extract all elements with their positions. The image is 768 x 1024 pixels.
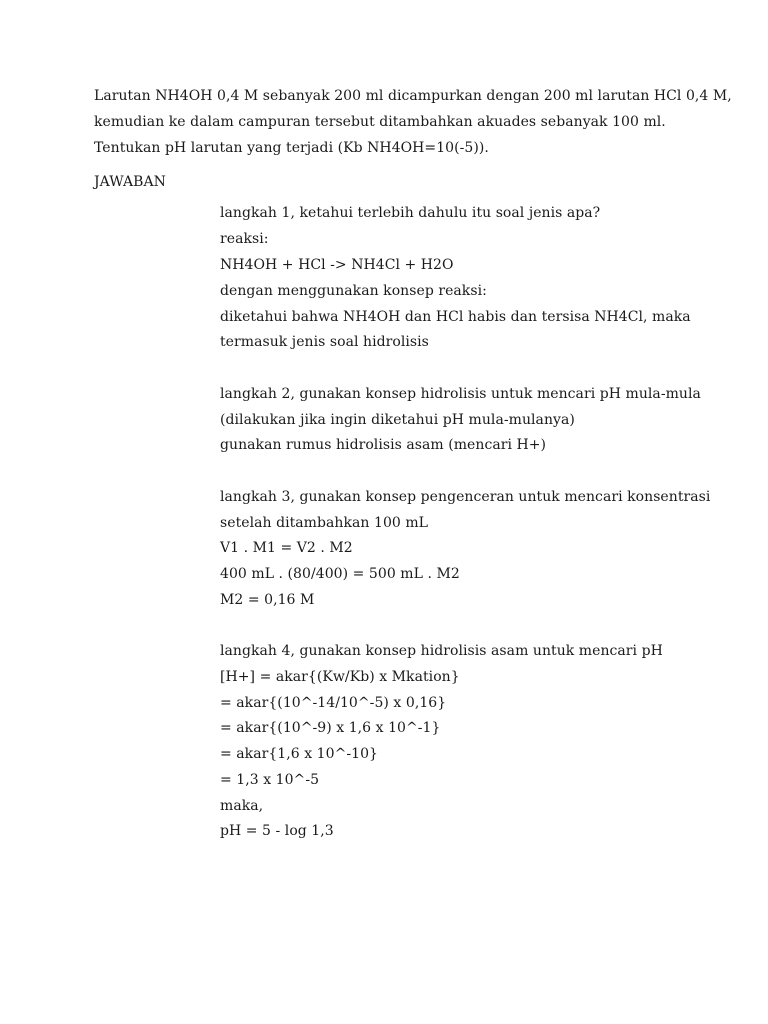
answer-heading: JAWABAN: [94, 174, 166, 190]
step1-title: langkah 1, ketahui terlebih dahulu itu soal jenis apa?: [220, 205, 601, 221]
step3-equation-3: M2 = 0,16 M: [220, 592, 315, 608]
step4-equation-1: [H+] = akar{(Kw/Kb) x Mkation}: [220, 669, 460, 685]
step2-note: (dilakukan jika ingin diketahui pH mula-mulanya): [220, 412, 575, 428]
step4-equation-5: = 1,3 x 10^-5: [220, 772, 320, 788]
step1-result-line-1: diketahui bahwa NH4OH dan HCl habis dan tersisa NH4Cl, maka: [220, 309, 691, 325]
step1-result-line-2: termasuk jenis soal hidrolisis: [220, 334, 429, 350]
step3-equation-1: V1 . M1 = V2 . M2: [220, 540, 353, 556]
step2-formula: gunakan rumus hidrolisis asam (mencari H+): [220, 437, 547, 453]
step3-title-line-1: langkah 3, gunakan konsep pengenceran untuk mencari konsentrasi: [220, 489, 711, 505]
step4-equation-6: maka,: [220, 798, 264, 814]
step4-equation-7: pH = 5 - log 1,3: [220, 823, 334, 839]
step2-title: langkah 2, gunakan konsep hidrolisis untuk mencari pH mula-mula: [220, 386, 701, 402]
step3-equation-2: 400 mL . (80/400) = 500 mL . M2: [220, 566, 460, 582]
step1-concept: dengan menggunakan konsep reaksi:: [220, 283, 487, 299]
step3-title-line-2: setelah ditambahkan 100 mL: [220, 515, 429, 531]
step1-reaction-label: reaksi:: [220, 231, 269, 247]
step1-reaction: NH4OH + HCl -> NH4Cl + H2O: [220, 257, 454, 273]
step4-title: langkah 4, gunakan konsep hidrolisis asam untuk mencari pH: [220, 643, 663, 659]
step4-equation-4: = akar{1,6 x 10^-10}: [220, 746, 379, 762]
question-line-1: Larutan NH4OH 0,4 M sebanyak 200 ml dicampurkan dengan 200 ml larutan HCl 0,4 M,: [94, 88, 732, 104]
step4-equation-3: = akar{(10^-9) x 1,6 x 10^-1}: [220, 720, 441, 736]
question-line-2: kemudian ke dalam campuran tersebut ditambahkan akuades sebanyak 100 ml.: [94, 114, 666, 130]
step4-equation-2: = akar{(10^-14/10^-5) x 0,16}: [220, 695, 447, 711]
question-line-3: Tentukan pH larutan yang terjadi (Kb NH4OH=10(-5)).: [94, 140, 489, 156]
